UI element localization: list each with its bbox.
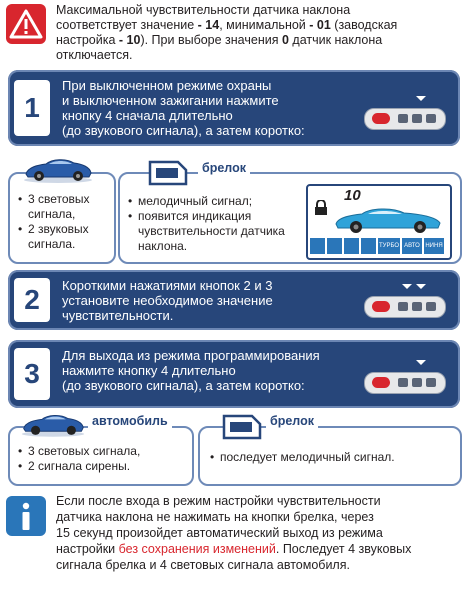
car-signal-item: • 3 световых сигнала,: [18, 444, 188, 459]
remote-button-4: [426, 114, 436, 123]
lock-icon: [314, 200, 328, 216]
step-3: [8, 340, 460, 408]
remote-button-3: [412, 302, 422, 311]
keyfob-icon: [146, 156, 190, 188]
tilt-icon: [327, 238, 342, 254]
car-signal-item: • 2 звуковых сигнала.: [18, 222, 112, 252]
remote-button-3: [412, 114, 422, 123]
arrow-down-icon: [416, 360, 426, 365]
keyfob-icon: [220, 410, 264, 442]
car-icon: [20, 408, 86, 438]
arrow-down-icon: [416, 284, 426, 289]
shock-icon: [344, 238, 359, 254]
arrow-down-icon: [402, 284, 412, 289]
remote-keyfob-icon: [364, 372, 446, 394]
fob-signal-item: • последует мелодичный сигнал.: [210, 450, 450, 465]
car-title: автомобиль: [88, 414, 172, 428]
clock-icon: [310, 238, 325, 254]
fob-title: брелок: [198, 161, 250, 175]
remote-button-1: [372, 113, 390, 124]
step-1-text: При выключенном режиме охраны и выключенном зажигании нажмите кнопку 4 сначала длительно (до звукового сигнала), а затем коротко:: [62, 78, 305, 138]
turbo-icon: ТУРБО: [378, 238, 400, 254]
ninya-icon: НИНЯ: [424, 238, 444, 254]
remote-button-1: [372, 301, 390, 312]
arrow-down-icon: [416, 96, 426, 101]
step-2-number: 2: [14, 278, 50, 322]
remote-button-2: [398, 378, 408, 387]
remote-keyfob-icon: [364, 296, 446, 318]
fob-signal-item: • мелодичный сигнал;: [128, 194, 288, 209]
remote-keyfob-icon: [364, 108, 446, 130]
key-icon: [361, 238, 376, 254]
no-save-warning: без сохранения изменений: [118, 542, 276, 556]
info-text: Если после входа в режим настройки чувствительности датчика наклона не нажимать на кнопки брелка, через 15 секунд произойдет автоматический выход из режима настройки без сохранения изменений. Последует 4 звуковых сигнала брелка и 4 световых сигнала автомобиля.: [56, 494, 412, 572]
car-reaction-panel: [8, 172, 116, 264]
remote-button-4: [426, 378, 436, 387]
remote-button-2: [398, 114, 408, 123]
remote-button-1: [372, 377, 390, 388]
auto-icon: АВТО: [402, 238, 422, 254]
car-signal-item: • 3 световых сигнала,: [18, 192, 112, 222]
car-display-icon: [332, 202, 444, 234]
fob-signal-item: • появится индикация чувствительности датчика наклона.: [128, 209, 288, 254]
warning-icon: [6, 4, 46, 44]
info-icon: [6, 496, 46, 536]
remote-button-3: [412, 378, 422, 387]
step-1: [8, 70, 460, 146]
step-3-text: Для выхода из режима программирования нажмите кнопку 4 длительно (до звукового сигнала), а затем коротко:: [62, 348, 320, 393]
lcd-icon-row: [310, 238, 448, 254]
car-icon: [22, 152, 94, 184]
intro-text: Максимальной чувствительности датчика наклона соответствует значение - 14, минимальной - 01 (заводская настройка - 10). При выборе значения 0 датчик наклона отключается.: [56, 3, 398, 62]
step-2: [8, 270, 460, 330]
sensitivity-value: 10: [344, 187, 361, 204]
remote-button-4: [426, 302, 436, 311]
step-3-number: 3: [14, 348, 50, 400]
car-signal-item: • 2 сигнала сирены.: [18, 459, 188, 474]
step-1-number: 1: [14, 80, 50, 136]
remote-button-2: [398, 302, 408, 311]
fob-title: брелок: [266, 414, 318, 428]
step-2-text: Короткими нажатиями кнопок 2 и 3 установите необходимое значение чувствительности.: [62, 278, 273, 323]
fob-lcd-screen: [306, 184, 452, 260]
